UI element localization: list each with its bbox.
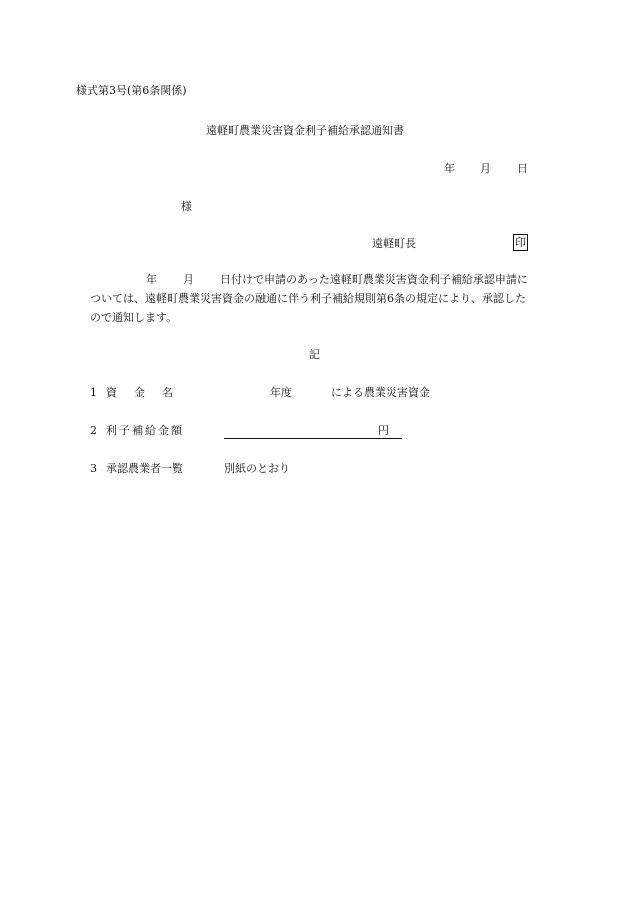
- body-year-label: 年: [146, 273, 157, 286]
- item-3-number: 3: [90, 462, 97, 475]
- seal-mark: 印: [515, 236, 526, 249]
- date-month-label: 月: [480, 162, 491, 175]
- record-heading: 記: [309, 348, 320, 361]
- item-1-number: 1: [90, 386, 97, 399]
- item-2-number: 2: [90, 424, 97, 437]
- item-3-label: 承認農業者一覧: [106, 462, 183, 475]
- item-1-fund-text: による農業災害資金: [331, 386, 430, 399]
- date-day-label: 日: [517, 162, 528, 175]
- recipient-honorific: 様: [181, 200, 192, 213]
- form-number: 様式第3号(第6条関係): [76, 84, 187, 97]
- date-year-label: 年: [444, 162, 455, 175]
- item-1-label: 資金名: [106, 386, 190, 399]
- document-title: 遠軽町農業災害資金利子補給承認通知書: [206, 124, 404, 137]
- item-1-year-suffix: 年度: [270, 386, 292, 399]
- body-line-1: [146, 273, 528, 287]
- item-2-unit: 円: [378, 424, 389, 437]
- item-3-value: 別紙のとおり: [224, 462, 290, 475]
- item-2-label: 利子補給金額: [106, 424, 184, 437]
- body-line-1-text: 日付けで申請のあった遠軽町農業災害資金利子補給承認申請に: [220, 273, 528, 286]
- sender-title: 遠軽町長: [372, 237, 416, 250]
- item-2-amount-blank-line: [224, 424, 402, 439]
- body-line-3: ので通知します。: [90, 311, 178, 324]
- body-line-2: ついては、遠軽町農業災害資金の融通に伴う利子補給規則第6条の規定により、承認した: [90, 292, 526, 305]
- body-month-label: 月: [183, 273, 194, 286]
